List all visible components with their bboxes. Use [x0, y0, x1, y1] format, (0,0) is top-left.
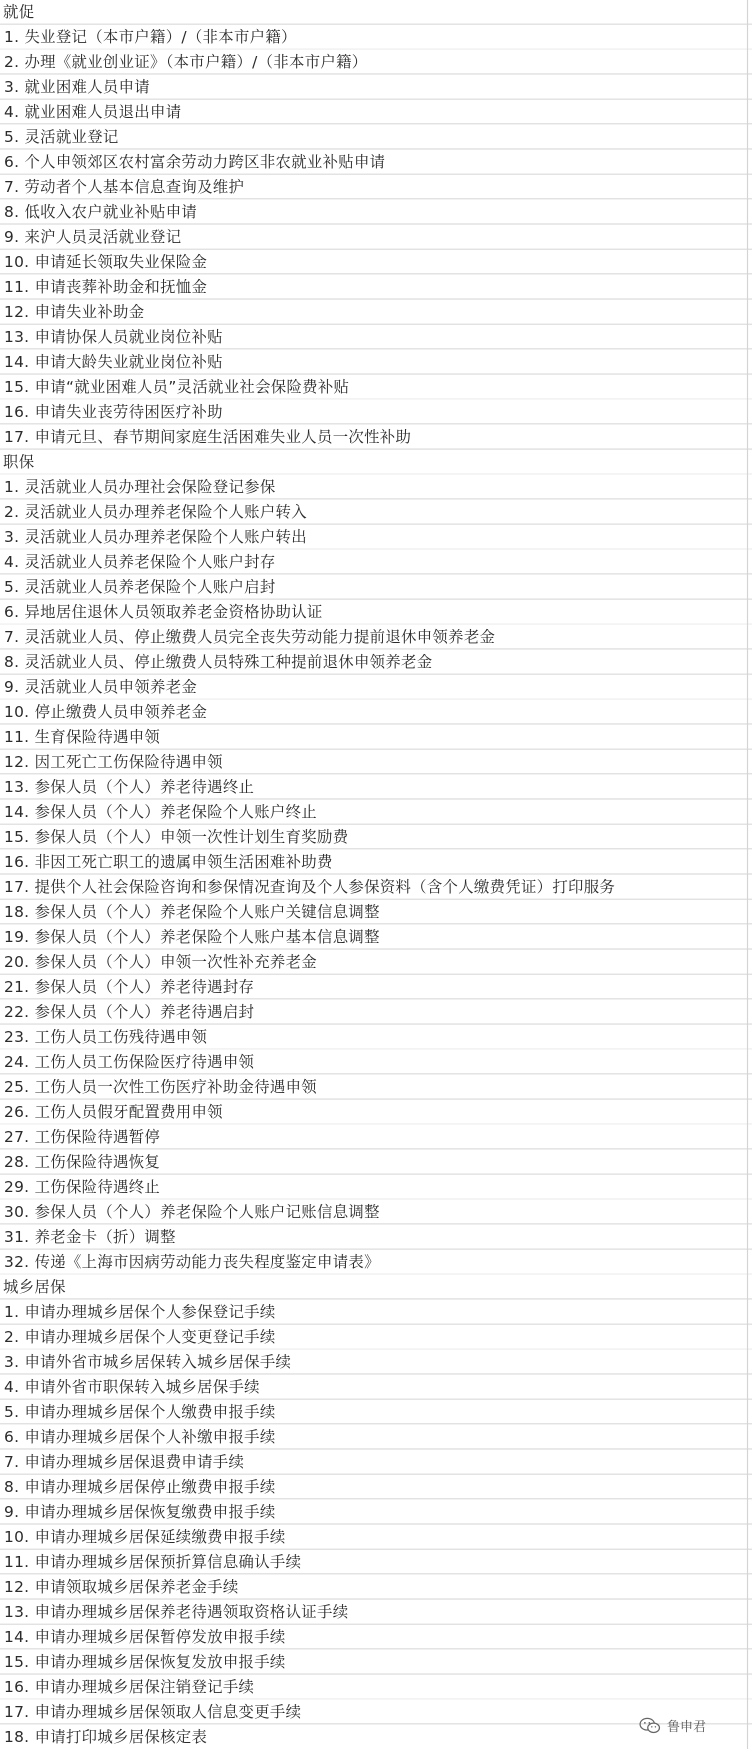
list-item: 2. 办理《就业创业证》（本市户籍）/（非本市户籍） [4, 53, 368, 71]
list-item: 8. 申请办理城乡居保停止缴费申报手续 [4, 1478, 276, 1496]
list-item: 20. 参保人员（个人）申领一次性补充养老金 [4, 953, 317, 971]
list-item: 10. 停止缴费人员申领养老金 [4, 703, 208, 721]
list-item: 6. 个人申领郊区农村富余劳动力跨区非农就业补贴申请 [4, 153, 386, 171]
list-item: 11. 申请丧葬补助金和抚恤金 [4, 278, 208, 296]
list-item: 23. 工伤人员工伤残待遇申领 [4, 1028, 208, 1046]
section-title: 就促 [3, 3, 35, 21]
list-item: 2. 灵活就业人员办理养老保险个人账户转入 [4, 503, 307, 521]
list-item: 5. 申请办理城乡居保个人缴费申报手续 [4, 1403, 276, 1421]
list-item: 15. 申请“就业困难人员”灵活就业社会保险费补贴 [4, 378, 350, 396]
list-item: 7. 劳动者个人基本信息查询及维护 [4, 178, 245, 196]
list-item: 17. 申请办理城乡居保领取人信息变更手续 [4, 1703, 302, 1721]
list-item: 5. 灵活就业登记 [4, 128, 119, 146]
list-item: 5. 灵活就业人员养老保险个人账户启封 [4, 578, 276, 596]
list-item: 10. 申请延长领取失业保险金 [4, 253, 208, 271]
list-item: 14. 申请大龄失业就业岗位补贴 [4, 353, 223, 371]
wechat-icon [639, 1717, 661, 1735]
list-item: 28. 工伤保险待遇恢复 [4, 1153, 161, 1171]
list-item: 1. 灵活就业人员办理社会保险登记参保 [4, 478, 276, 496]
list-item: 19. 参保人员（个人）养老保险个人账户基本信息调整 [4, 928, 380, 946]
list-item: 13. 申请协保人员就业岗位补贴 [4, 328, 223, 346]
list-item: 8. 灵活就业人员、停止缴费人员特殊工种提前退休申领养老金 [4, 653, 433, 671]
list-item: 9. 申请办理城乡居保恢复缴费申报手续 [4, 1503, 276, 1521]
list-item: 2. 申请办理城乡居保个人变更登记手续 [4, 1328, 276, 1346]
list-item: 31. 养老金卡（折）调整 [4, 1228, 176, 1246]
list-item: 22. 参保人员（个人）养老待遇启封 [4, 1003, 255, 1021]
list-item: 4. 申请外省市职保转入城乡居保手续 [4, 1378, 260, 1396]
list-item: 18. 参保人员（个人）养老保险个人账户关键信息调整 [4, 903, 380, 921]
list-item: 6. 异地居住退休人员领取养老金资格协助认证 [4, 603, 323, 621]
list-item: 3. 灵活就业人员办理养老保险个人账户转出 [4, 528, 307, 546]
list-item: 4. 就业困难人员退出申请 [4, 103, 182, 121]
list-item: 21. 参保人员（个人）养老待遇封存 [4, 978, 255, 996]
list-item: 16. 申请办理城乡居保注销登记手续 [4, 1678, 255, 1696]
list-item: 16. 申请失业丧劳待困医疗补助 [4, 403, 223, 421]
list-item: 10. 申请办理城乡居保延续缴费申报手续 [4, 1528, 286, 1546]
section-title: 城乡居保 [3, 1278, 66, 1296]
list-item: 1. 申请办理城乡居保个人参保登记手续 [4, 1303, 276, 1321]
list-item: 12. 因工死亡工伤保险待遇申领 [4, 753, 223, 771]
list-item: 13. 参保人员（个人）养老待遇终止 [4, 778, 255, 796]
list-item: 9. 来沪人员灵活就业登记 [4, 228, 182, 246]
list-item: 8. 低收入农户就业补贴申请 [4, 203, 198, 221]
list-item: 3. 就业困难人员申请 [4, 78, 151, 96]
list-item: 15. 申请办理城乡居保恢复发放申报手续 [4, 1653, 286, 1671]
list-item: 7. 灵活就业人员、停止缴费人员完全丧失劳动能力提前退休申领养老金 [4, 628, 496, 646]
list-item: 16. 非因工死亡职工的遗属申领生活困难补助费 [4, 853, 333, 871]
list-item: 1. 失业登记（本市户籍）/（非本市户籍） [4, 28, 297, 46]
list-item: 7. 申请办理城乡居保退费申请手续 [4, 1453, 245, 1471]
list-item: 11. 申请办理城乡居保预折算信息确认手续 [4, 1553, 302, 1571]
list-item: 4. 灵活就业人员养老保险个人账户封存 [4, 553, 276, 571]
list-item: 25. 工伤人员一次性工伤医疗补助金待遇申领 [4, 1078, 317, 1096]
watermark [639, 1716, 706, 1735]
section-title: 职保 [3, 453, 35, 471]
list-item: 27. 工伤保险待遇暂停 [4, 1128, 161, 1146]
list-item: 17. 申请元旦、春节期间家庭生活困难失业人员一次性补助 [4, 428, 412, 446]
list-item: 15. 参保人员（个人）申领一次性计划生育奖励费 [4, 828, 349, 846]
list-item: 29. 工伤保险待遇终止 [4, 1178, 161, 1196]
list-item: 3. 申请外省市城乡居保转入城乡居保手续 [4, 1353, 292, 1371]
watermark-text: 鲁申君 [666, 1720, 706, 1735]
list-item: 13. 申请办理城乡居保养老待遇领取资格认证手续 [4, 1603, 349, 1621]
list-item: 9. 灵活就业人员申领养老金 [4, 678, 198, 696]
list-item: 30. 参保人员（个人）养老保险个人账户记账信息调整 [4, 1203, 380, 1221]
list-item: 12. 申请失业补助金 [4, 303, 145, 321]
list-item: 14. 申请办理城乡居保暂停发放申报手续 [4, 1628, 286, 1646]
list-item: 12. 申请领取城乡居保养老金手续 [4, 1578, 239, 1596]
list-item: 17. 提供个人社会保险咨询和参保情况查询及个人参保资料（含个人缴费凭证）打印服务 [4, 878, 616, 896]
list-item: 14. 参保人员（个人）养老保险个人账户终止 [4, 803, 317, 821]
list-item: 32. 传递《上海市因病劳动能力丧失程度鉴定申请表》 [4, 1253, 380, 1271]
list-item: 18. 申请打印城乡居保核定表 [4, 1728, 208, 1746]
list-item: 11. 生育保险待遇申领 [4, 728, 161, 746]
list-item: 6. 申请办理城乡居保个人补缴申报手续 [4, 1428, 276, 1446]
list-item: 26. 工伤人员假牙配置费用申领 [4, 1103, 223, 1121]
list-item: 24. 工伤人员工伤保险医疗待遇申领 [4, 1053, 255, 1071]
